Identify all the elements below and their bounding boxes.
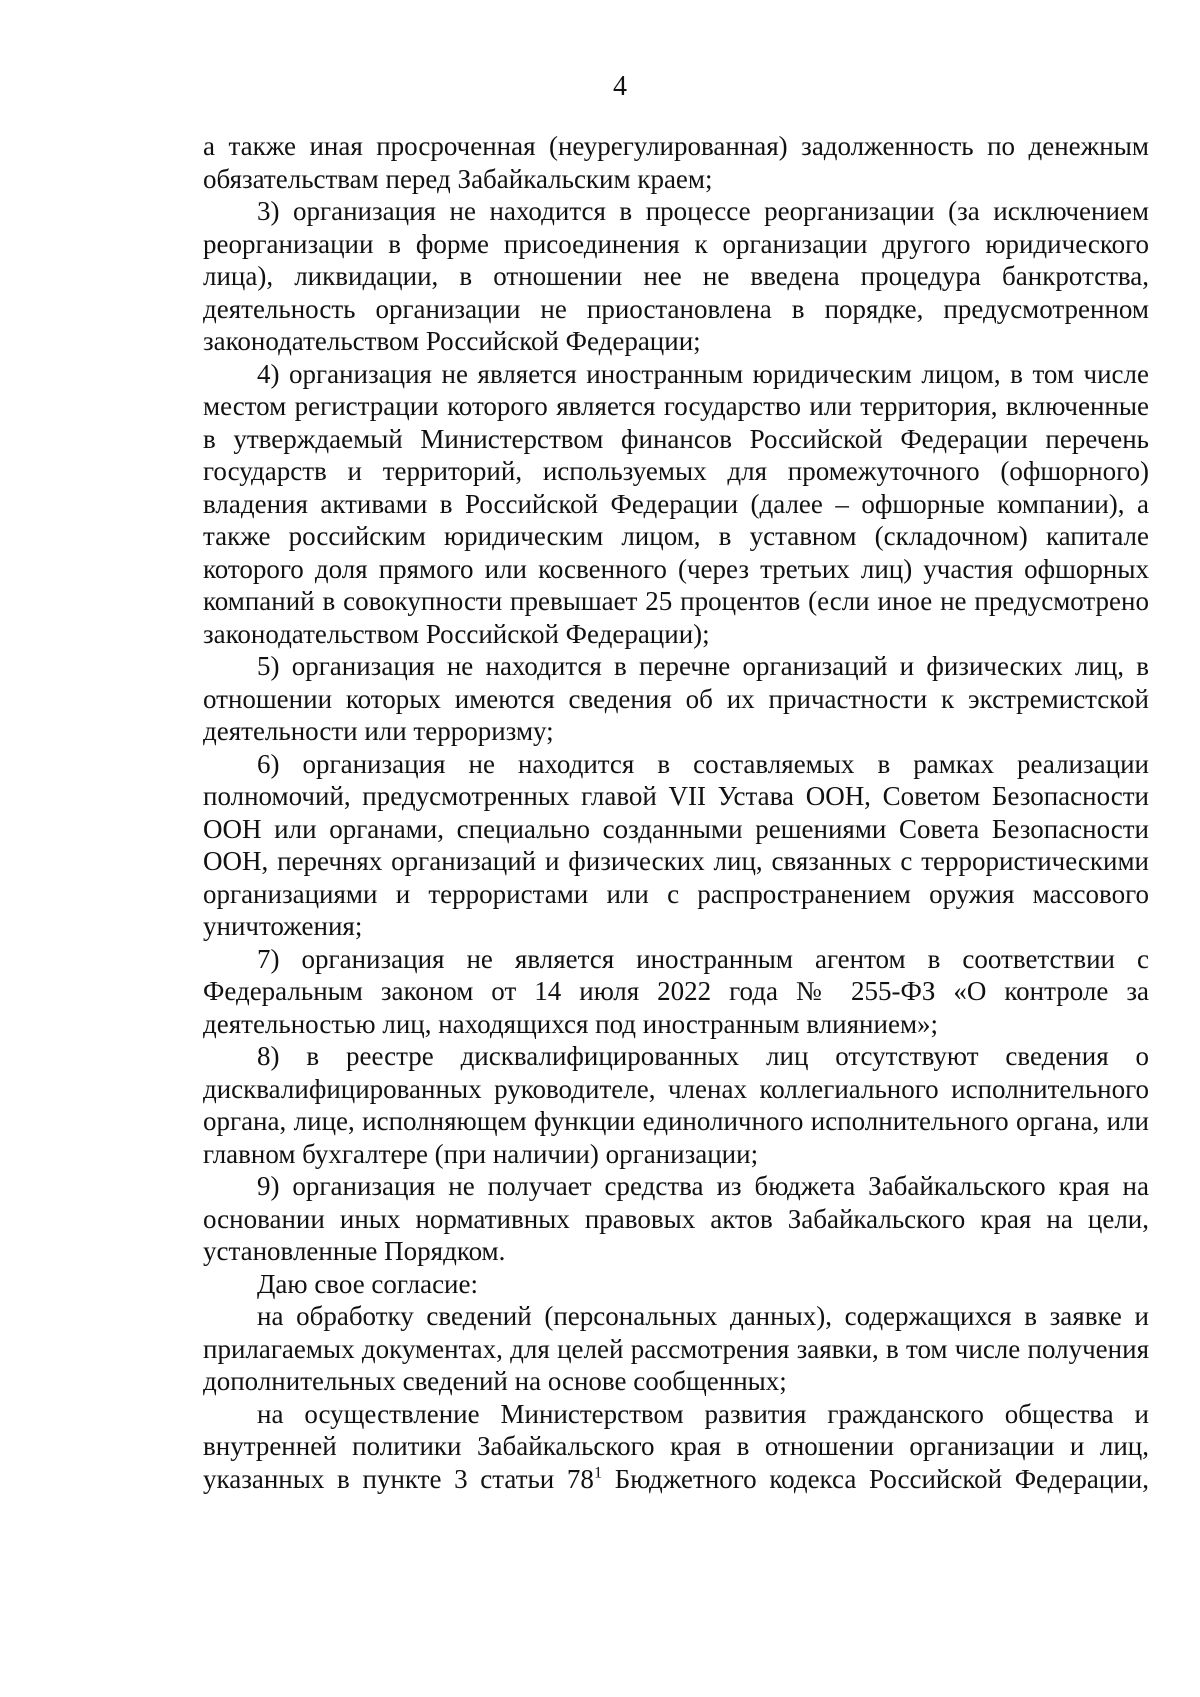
paragraph-item-5: 5) организация не находится в перечне организаций и физических лиц, в отношении которых имеются сведения об их причастности к экстремистской деятельности или терроризму; xyxy=(203,651,1149,746)
paragraph-item-3: 3) организация не находится в процессе реорганизации (за исключением реорганизации в форме присоединения к организации другого юридического лица), ликвидации, в отношении нее не введена процедура банкротства, деятельность организации не приостановлена в порядке, предусмотренном законодательством Российской Федерации; xyxy=(203,196,1149,356)
paragraph-text-part: на осуществление Министерством развития гражданского общества и внутренней политики Забайкальского края в отношении организации и лиц, указанных в пункте 3 статьи 78 xyxy=(203,1398,1149,1494)
paragraph-item-9: 9) организация не получает средства из бюджета Забайкальского края на основании иных нормативных правовых актов Забайкальского края на цели, установленные Порядком. xyxy=(203,1171,1149,1266)
paragraph-item-6: 6) организация не находится в составляемых в рамках реализации полномочий, предусмотренных главой VII Устава ООН, Советом Безопасности ООН или органами, специально созданными решениями Совета Безопасности ООН, перечнях организаций и физических лиц, связанных с террористическими организациями и террористами или с распространением оружия массового уничтожения; xyxy=(203,748,1149,941)
paragraph-text-part: Бюджетного кодекса Российской Федерации, xyxy=(602,1463,1149,1494)
paragraph-item-7: 7) организация не является иностранным агентом в соответствии с Федеральным законом от 14 июля 2022 года № 255-ФЗ «О контроле за деятельностью лиц, находящихся под иностранным влиянием»; xyxy=(203,943,1149,1039)
paragraph-consent-monitoring xyxy=(203,1398,1149,1496)
paragraph-item-4: 4) организация не является иностранным юридическим лицом, в том числе местом регистрации которого является государство или территория, включенные в утверждаемый Министерством финансов Российской Федерации перечень государств и территорий, используемых для промежуточного (офшорного) владения активами в Российской Федерации (далее – офшорные компании), а также российским юридическим лицом, в уставном (складочном) капитале которого доля прямого или косвенного (через третьих лиц) участия офшорных компаний в совокупности превышает 25 процентов (если иное не предусмотрено законодательством Российской Федерации); xyxy=(203,358,1149,649)
paragraph-continuation: а также иная просроченная (неурегулированная) задолженность по денежным обязательствам перед Забайкальским краем; xyxy=(203,131,1149,194)
document-body xyxy=(203,130,1149,1495)
paragraph-consent-heading: Даю свое согласие: xyxy=(257,1268,478,1299)
page-number: 4 xyxy=(613,71,627,102)
superscript-marker: 1 xyxy=(593,1462,603,1481)
paragraph-item-8: 8) в реестре дисквалифицированных лиц отсутствуют сведения о дисквалифицированных руководителе, членах коллегиального исполнительного органа, лице, исполняющем функции единоличного исполнительного органа, или главном бухгалтере (при наличии) организации; xyxy=(203,1041,1149,1169)
paragraph-consent-data-processing: на обработку сведений (персональных данных), содержащихся в заявке и прилагаемых документах, для целей рассмотрения заявки, в том числе получения дополнительных сведений на основе сообщенных; xyxy=(203,1301,1149,1396)
